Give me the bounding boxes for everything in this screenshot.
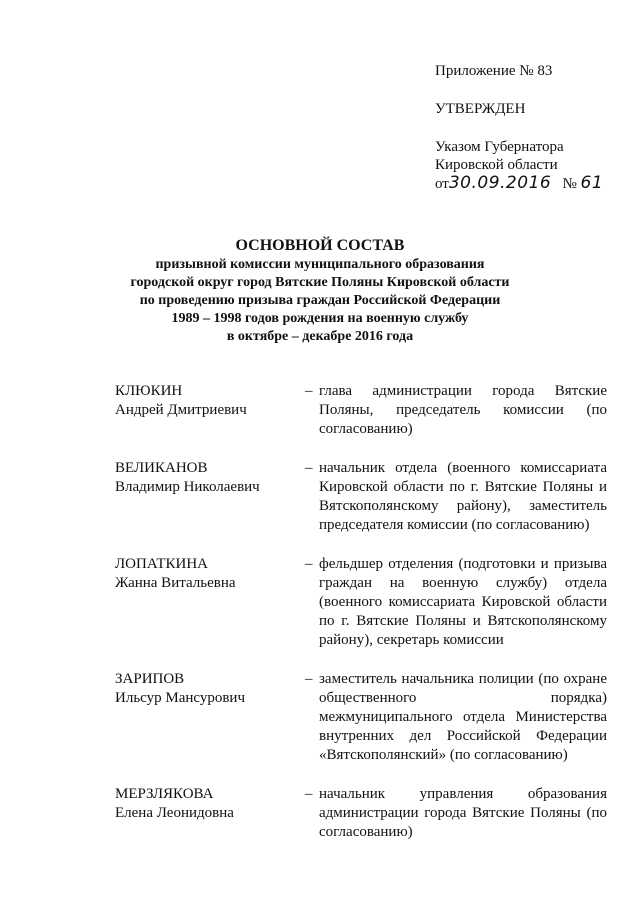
document-title [60, 236, 580, 346]
member-dash: – [305, 671, 313, 687]
member-given-name: Елена Леонидовна [115, 805, 234, 821]
member-entry [115, 785, 610, 842]
date-prefix: от [435, 176, 449, 192]
title-line-2: городской округ город Вятские Поляны Кировской области [130, 275, 510, 290]
member-surname: КЛЮКИН [115, 383, 183, 399]
title-line-3: по проведению призыва граждан Российской Федерации [139, 293, 501, 308]
member-entry [115, 382, 610, 439]
member-role: глава администрации города Вятские Поляны, председатель комиссии (по согласованию) [319, 383, 607, 437]
member-surname: ЗАРИПОВ [115, 671, 185, 687]
member-dash: – [305, 460, 313, 476]
decree-line-1: Указом Губернатора [435, 139, 564, 155]
member-dash: – [305, 383, 313, 399]
member-name [115, 382, 305, 439]
title-line-5: в октябре – декабре 2016 года [226, 329, 414, 344]
approval-block [435, 62, 625, 193]
appendix-number: Приложение № 83 [435, 63, 553, 79]
member-given-name: Андрей Дмитриевич [115, 402, 247, 418]
member-dash: – [305, 786, 313, 802]
member-surname: ЛОПАТКИНА [115, 556, 209, 572]
members-list [115, 382, 610, 862]
title-line-1: призывной комиссии муниципального образования [155, 257, 485, 272]
decree-date-line [435, 174, 625, 193]
member-name [115, 555, 305, 650]
member-name [115, 670, 305, 765]
member-name [115, 459, 305, 535]
member-role: заместитель начальника полиции (по охране общественного порядка) межмуниципального отдела Министерства внутренних дел Российской Федерации «Вятскополянский» (по согласованию) [319, 671, 607, 763]
member-name [115, 785, 305, 842]
handwritten-number: 61 [580, 173, 604, 193]
decree-line-2: Кировской области [435, 157, 558, 173]
member-entry [115, 670, 610, 765]
title-main: ОСНОВНОЙ СОСТАВ [235, 237, 405, 254]
member-given-name: Владимир Николаевич [115, 479, 260, 495]
handwritten-date: 30.09.2016 [448, 173, 552, 193]
member-given-name: Жанна Витальевна [115, 575, 236, 591]
member-dash: – [305, 556, 313, 572]
title-line-4: 1989 – 1998 годов рождения на военную службу [171, 311, 469, 326]
number-prefix: № [562, 176, 577, 192]
member-given-name: Ильсур Мансурович [115, 690, 246, 706]
member-entry [115, 555, 610, 650]
member-role: начальник отдела (военного комиссариата Кировской области по г. Вятские Поляны и Вятскополянскому району), заместитель председателя комиссии (по согласованию) [319, 460, 607, 533]
approved-label: УТВЕРЖДЕН [435, 101, 526, 117]
member-role: начальник управления образования администрации города Вятские Поляны (по согласованию) [319, 786, 607, 840]
member-role: фельдшер отделения (подготовки и призыва граждан на военную службу) отдела (военного комиссариата Кировской области по г. Вятские Поляны и Вятскополянскому району), секретарь комиссии [319, 556, 607, 648]
member-surname: МЕРЗЛЯКОВА [115, 786, 214, 802]
member-surname: ВЕЛИКАНОВ [115, 460, 208, 476]
member-entry [115, 459, 610, 535]
